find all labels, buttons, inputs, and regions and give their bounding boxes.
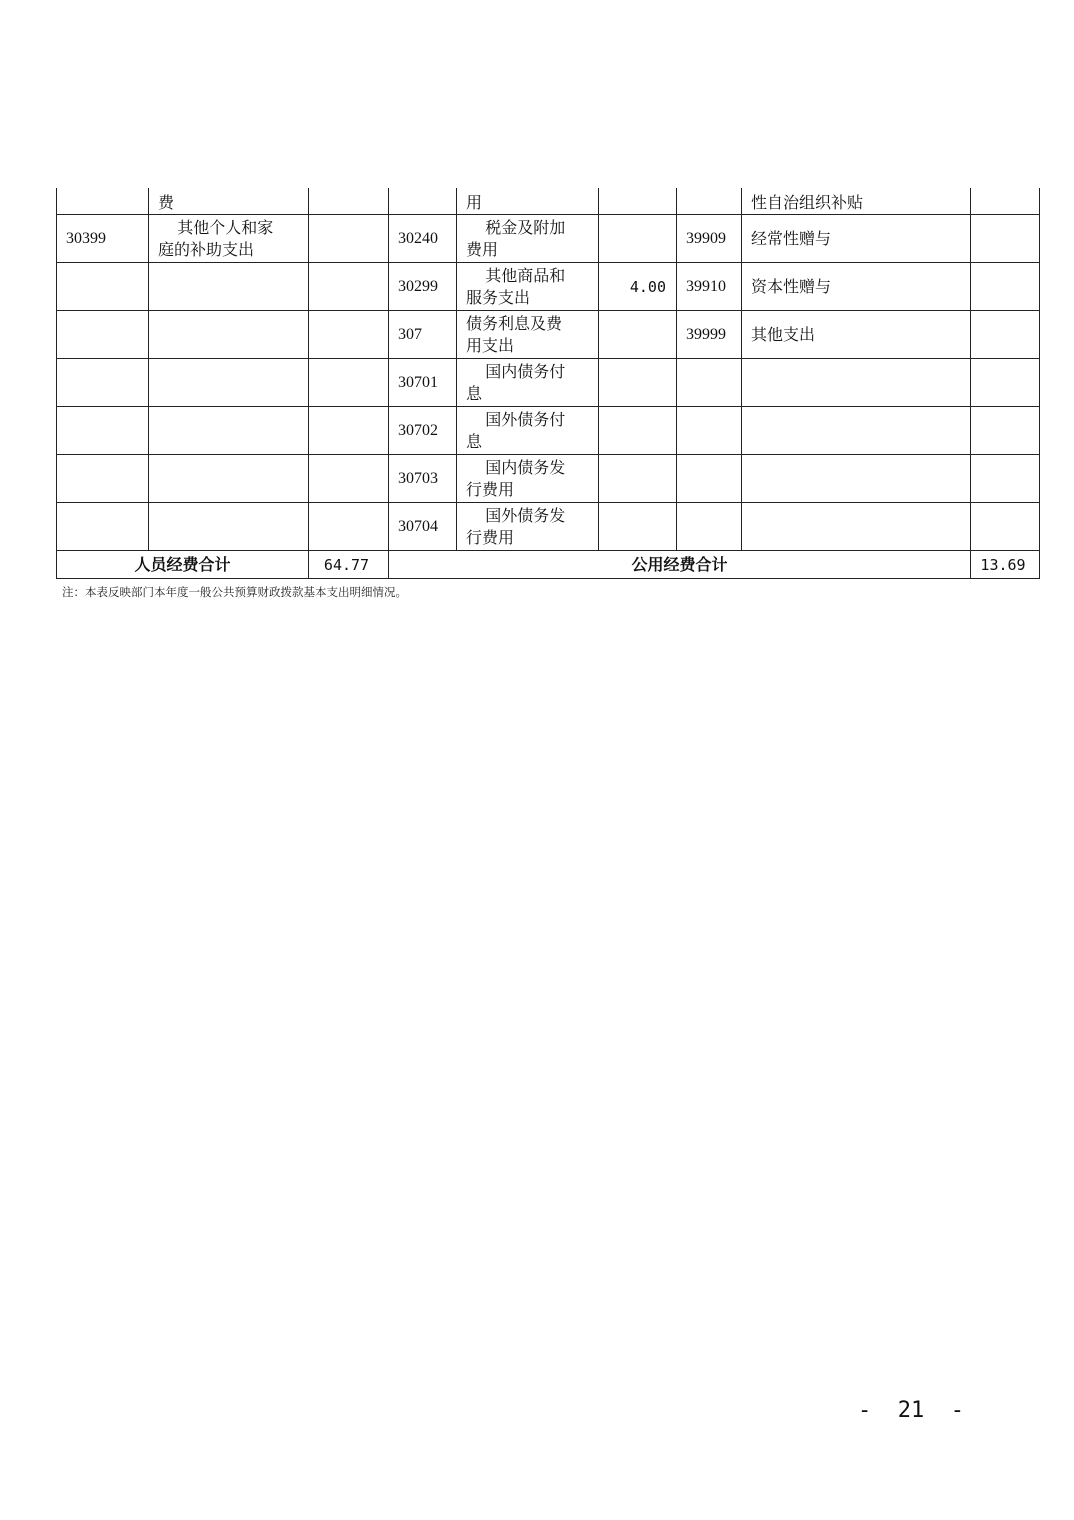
amount-cell [309,503,389,551]
table-footnote: 注：本表反映部门本年度一般公共预算财政拨款基本支出明细情况。 [62,585,407,599]
amount-cell [309,311,389,359]
econ-code-cell: 30702 [389,407,457,455]
amount-cell [309,407,389,455]
table-row [57,215,1040,263]
econ-code-cell [677,503,742,551]
amount-cell [309,455,389,503]
item-name-cell: 国内债务付 息 [457,359,599,407]
item-name-cell: 其他支出 [742,311,971,359]
item-name-cell: 国外债务付 息 [457,407,599,455]
item-name-cell [149,455,309,503]
cell-empty [677,188,742,215]
amount-cell [599,503,677,551]
econ-code-cell: 39910 [677,263,742,311]
item-name-cell: 国内债务发 行费用 [457,455,599,503]
econ-code-cell [677,359,742,407]
amount-cell [599,359,677,407]
amount-cell [599,407,677,455]
personnel-total-label: 人员经费合计 [57,551,309,579]
econ-code-cell [57,503,149,551]
amount-cell [599,311,677,359]
amount-cell [971,263,1040,311]
item-name-cell [742,407,971,455]
econ-code-cell: 30399 [57,215,149,263]
item-name-cell [742,359,971,407]
item-name-cell: 税金及附加 费用 [457,215,599,263]
basic-expenditure-table [56,188,1040,579]
amount-cell [309,359,389,407]
amount-cell [599,215,677,263]
econ-code-cell: 307 [389,311,457,359]
econ-code-cell: 30703 [389,455,457,503]
econ-code-cell: 39909 [677,215,742,263]
amount-cell: 4.00 [599,263,677,311]
table-row-continued [57,188,1040,215]
item-name-cell [742,455,971,503]
econ-code-cell [677,407,742,455]
econ-code-cell [57,359,149,407]
cell-empty [599,188,677,215]
econ-code-cell [57,263,149,311]
item-name-cell [149,311,309,359]
page-number: - 21 - [858,1398,964,1423]
item-name-cell: 其他个人和家 庭的补助支出 [149,215,309,263]
table-row [57,359,1040,407]
item-name-cell [742,503,971,551]
cell-empty [971,188,1040,215]
amount-cell [971,215,1040,263]
item-name-cell [149,359,309,407]
continued-text-cell: 用 [457,188,599,215]
econ-code-cell: 30701 [389,359,457,407]
cell-empty [389,188,457,215]
item-name-cell: 资本性赠与 [742,263,971,311]
table-row [57,455,1040,503]
amount-cell [971,407,1040,455]
amount-cell [971,359,1040,407]
econ-code-cell: 39999 [677,311,742,359]
item-name-cell: 债务利息及费 用支出 [457,311,599,359]
amount-cell [599,455,677,503]
econ-code-cell: 30299 [389,263,457,311]
public-total-value: 13.69 [971,551,1040,579]
item-name-cell: 经常性赠与 [742,215,971,263]
econ-code-cell: 30240 [389,215,457,263]
amount-cell [971,455,1040,503]
amount-cell [971,503,1040,551]
item-name-cell [149,503,309,551]
continued-text-cell: 性自治组织补贴 [742,188,971,215]
cell-empty [57,188,149,215]
item-name-cell: 其他商品和 服务支出 [457,263,599,311]
econ-code-cell [677,455,742,503]
public-total-label: 公用经费合计 [389,551,971,579]
econ-code-cell: 30704 [389,503,457,551]
amount-cell [971,311,1040,359]
amount-cell [309,215,389,263]
item-name-cell: 国外债务发 行费用 [457,503,599,551]
continued-text-cell: 费 [149,188,309,215]
item-name-cell [149,263,309,311]
item-name-cell [149,407,309,455]
totals-row [57,551,1040,579]
table-row [57,407,1040,455]
econ-code-cell [57,455,149,503]
econ-code-cell [57,311,149,359]
table-row [57,263,1040,311]
cell-empty [309,188,389,215]
amount-cell [309,263,389,311]
econ-code-cell [57,407,149,455]
table-row [57,311,1040,359]
table-row [57,503,1040,551]
personnel-total-value: 64.77 [309,551,389,579]
